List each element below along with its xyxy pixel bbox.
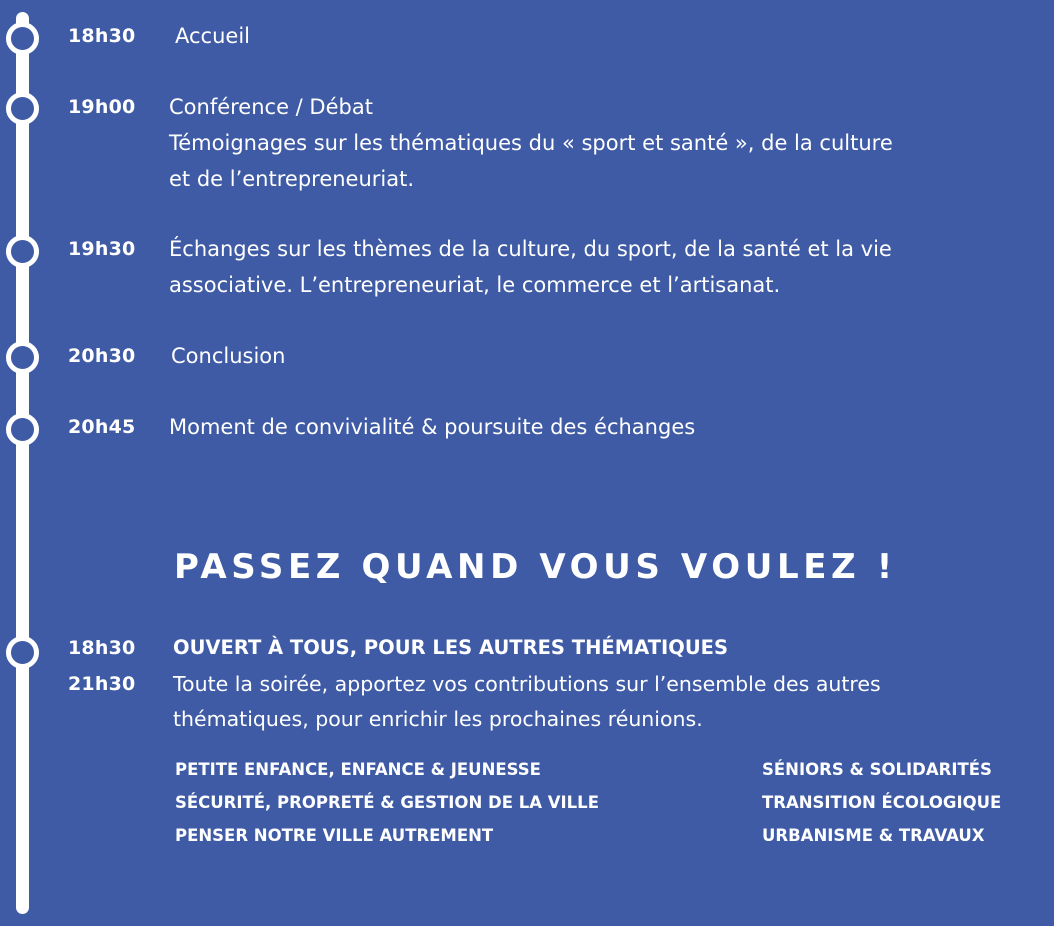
agenda-time: 20h45 [68, 416, 136, 438]
agenda-line: Conférence / Débat [169, 95, 373, 119]
theme-item: SÉCURITÉ, PROPRETÉ & GESTION DE LA VILLE [175, 793, 599, 812]
drop-in-text-line: thématiques, pour enrichir les prochaines réunions. [173, 707, 703, 731]
theme-item: TRANSITION ÉCOLOGIQUE [762, 793, 1002, 812]
drop-in-text [173, 667, 881, 737]
drop-in-text-line: Toute la soirée, apportez vos contributions sur l’ensemble des autres [173, 672, 881, 696]
agenda-line: Moment de convivialité & poursuite des échanges [169, 415, 696, 439]
timeline-dot [6, 413, 39, 446]
theme-item: URBANISME & TRAVAUX [762, 826, 985, 845]
timeline-line [16, 12, 29, 914]
themes-list-right [762, 753, 1001, 852]
timeline-dot [6, 92, 39, 125]
timeline-dot [6, 235, 39, 268]
theme-item: PETITE ENFANCE, ENFANCE & JEUNESSE [175, 760, 541, 779]
agenda-line: associative. L’entrepreneuriat, le commerce et l’artisanat. [169, 273, 781, 297]
timeline-dot [6, 22, 39, 55]
timeline-dot [6, 341, 39, 374]
drop-in-headline: PASSEZ QUAND VOUS VOULEZ ! [174, 547, 897, 587]
agenda-time: 18h30 [68, 25, 136, 47]
drop-in-title: OUVERT À TOUS, POUR LES AUTRES THÉMATIQUES [173, 636, 729, 659]
agenda-text [175, 18, 250, 54]
agenda-text [169, 409, 695, 445]
agenda-line: Conclusion [171, 344, 286, 368]
agenda-time: 20h30 [68, 345, 136, 367]
timeline-dot [6, 636, 39, 669]
agenda-text [169, 89, 893, 197]
drop-in-time-end: 21h30 [68, 673, 136, 695]
agenda-line: Échanges sur les thèmes de la culture, du sport, de la santé et la vie [169, 237, 892, 261]
agenda-line: Accueil [175, 24, 250, 48]
agenda-line: Témoignages sur les thématiques du « sport et santé », de la culture [169, 131, 893, 155]
agenda-text [171, 338, 285, 374]
drop-in-time-start: 18h30 [68, 637, 136, 659]
agenda-line: et de l’entrepreneuriat. [169, 167, 415, 191]
agenda-text [169, 231, 892, 303]
agenda-time: 19h30 [68, 238, 136, 260]
agenda-time: 19h00 [68, 96, 136, 118]
themes-list-left [175, 753, 599, 852]
theme-item: SÉNIORS & SOLIDARITÉS [762, 760, 992, 779]
theme-item: PENSER NOTRE VILLE AUTREMENT [175, 826, 494, 845]
